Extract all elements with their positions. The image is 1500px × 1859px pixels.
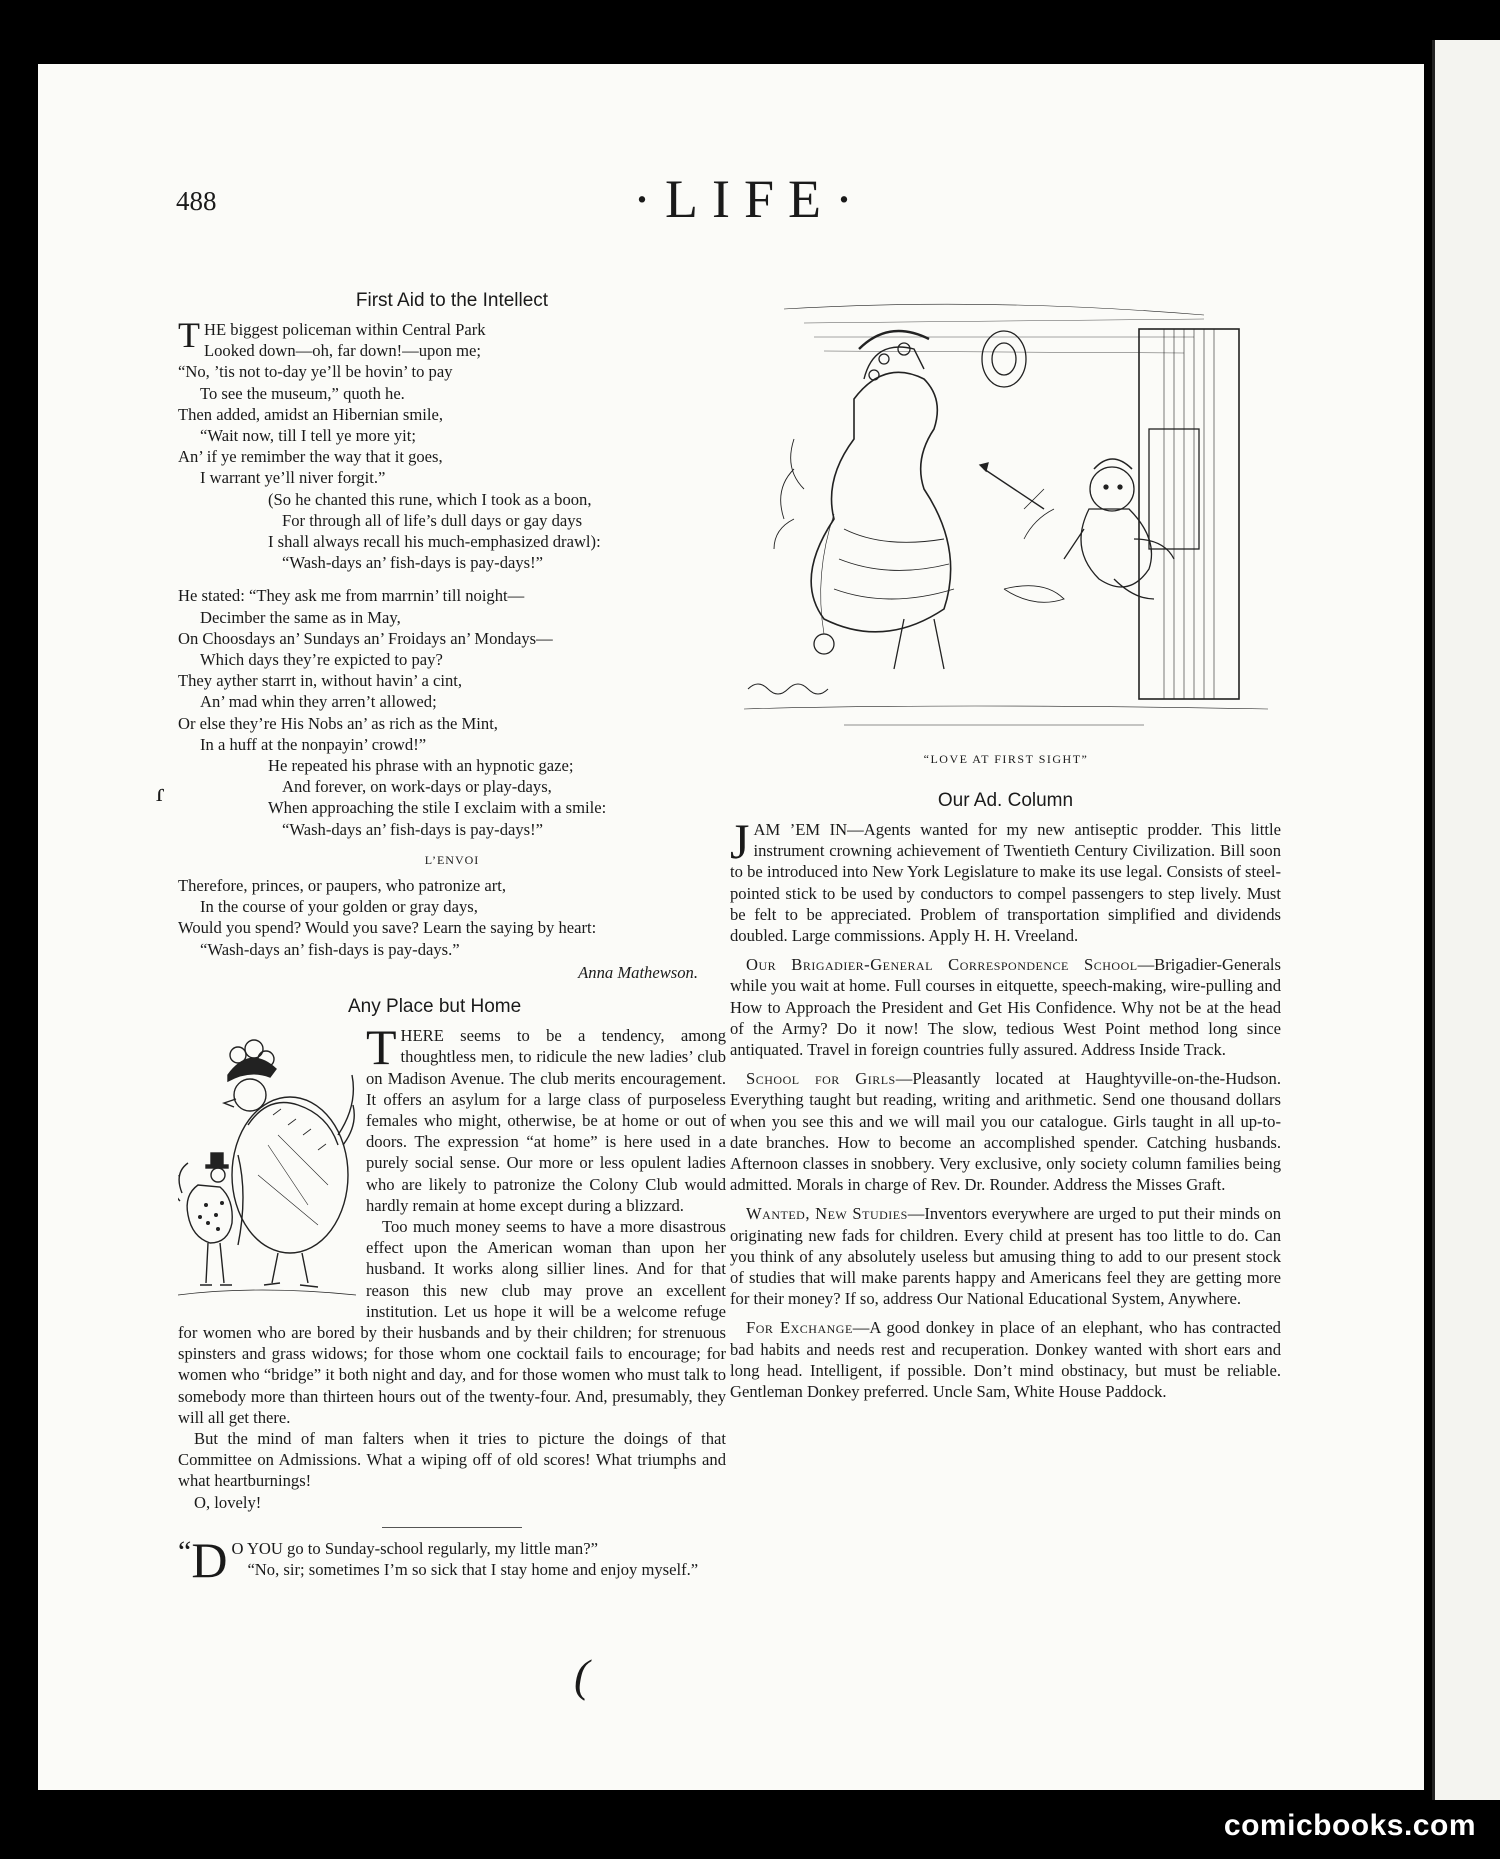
poem-line: “Wash-days an’ fish-days is pay-days!”: [282, 819, 544, 839]
margin-mark: ɾ: [156, 778, 165, 807]
ad-jam-em-in: [730, 813, 1281, 946]
ad-body: —A good donkey in place of an elephant, who has contracted bad habits and needs rest and recuperation. Donkey wanted with short ears and long head. Intelligent, if possible. Don’t mind obstinacy, but must be reliable. Gentleman Donkey preferred. Uncle Sam, White House Paddock.: [730, 1318, 1281, 1402]
ad-heading: Wanted, New Studies: [746, 1204, 908, 1224]
ad-body: —Pleasantly located at Haughtyville-on-the-Hudson. Everything taught but reading, writing and arithmetic. Send one thousand dollars when you see this and we will mail you our catalogue. Girls taught in all up-to-date branches. How to become an accomplished spender. Catching husbands. Afternoon classes in snobbery. Very exclusive, only society column families being admitted. Morals in charge of Rev. Dr. Rounder. Address the Misses Graft.: [730, 1069, 1281, 1195]
ad-new-studies: [730, 1203, 1281, 1309]
poem-line: Looked down—oh, far down!—upon me;: [204, 341, 481, 361]
poem-envoi: [178, 875, 726, 960]
home-paragraph-2: Too much money seems to have a more disastrous effect upon the American woman than upon her husband. It works along sillier lines. And for that reason this new club may prove an excellent institution. Let us hope it will be a welcome refuge for women who are bored by their husbands and by their children; for strenuous spinsters and grass widows; for those whom one cocktail fails to encourage; for women who “bridge” it both night and day, and for those women who must talk to somebody more than thirteen hours out of the twenty-four. And, presumably, they will all get there.: [178, 1216, 726, 1427]
ad-school-for-girls: [730, 1068, 1281, 1195]
ad-body: —Brigadier-Generals while you wait at home. Full courses in eitquette, speech-making, wire-pulling and How to Approach the President and Get His Confidence. Why not be at the head of the Army? Do it now! The slow, tedious West Point method long since antiquated. Travel in foreign countries fully assured. Address Inside Track.: [730, 955, 1281, 1060]
page-number: 488: [176, 186, 217, 216]
poem-line: “Wait now, till I tell ye more yit;: [200, 426, 417, 446]
poem-line: They ayther starrt in, without havin’ a cint,: [178, 671, 463, 691]
poem-title: First Aid to the Intellect: [355, 290, 549, 311]
home-paragraph-1-text: HERE seems to be a tendency, among thoughtless men, to ridicule the new ladies’ club on Madison Avenue. The club merits encouragement. It offers an asylum for a large class of purposeless females who might, otherwise, be at home or out of doors. The expression “at home” is here used in a purely social sense. Our more or less opulent ladies who are likely to patronize the Colony Club would hardly remain at home except during a blizzard.: [366, 1026, 726, 1215]
cartoon-caption: “LOVE AT FIRST SIGHT”: [923, 752, 1089, 766]
poem-line: To see the museum,” quoth he.: [200, 383, 405, 403]
left-column: [178, 289, 726, 1588]
home-article-title: Any Place but Home: [348, 996, 522, 1018]
poem-line: In the course of your golden or gray days,: [200, 897, 478, 917]
home-paragraph-4: O, lovely!: [194, 1492, 262, 1512]
home-dropcap: T: [366, 1019, 397, 1076]
poem-line: An’ if ye remimber the way that it goes,: [178, 447, 443, 467]
envoi-title: L’ENVOI: [424, 852, 480, 867]
poem-line: I shall always recall his much-emphasized drawl):: [268, 532, 601, 552]
ad-jam-em-in-text: AM ’EM IN—Agents wanted for my new antiseptic prodder. This little instrument crowning achievement of Twentieth Century Civilization. Bill soon to be introduced into New York Legislature to make its use legal. Consists of steel-pointed stick to be used by conductors to compel passengers to step lively. Must be felt to be appreciated. Problem of transportation simplified and dividends doubled. Large commissions. Apply H. H. Vreeland.: [730, 820, 1281, 946]
poem-dropcap: T: [178, 315, 200, 355]
joke-open-quote: “: [178, 1534, 192, 1568]
poem-line: Would you spend? Would you save? Learn the saying by heart:: [178, 918, 597, 938]
ad-for-exchange: [730, 1317, 1281, 1402]
poem-line: Therefore, princes, or paupers, who patronize art,: [178, 876, 507, 896]
poem-line: He repeated his phrase with an hypnotic gaze;: [268, 756, 574, 776]
poem-line: Which days they’re expicted to pay?: [200, 650, 443, 670]
adjacent-page-edge: [1432, 40, 1500, 1800]
ad-correspondence-school: [730, 954, 1281, 1060]
poem-stanza-2: [178, 585, 726, 839]
ad-column-title: Our Ad. Column: [937, 790, 1074, 811]
poem-line: And forever, on work-days or play-days,: [282, 777, 552, 797]
ad-dropcap: J: [730, 813, 750, 869]
poem-line: For through all of life’s dull days or gay days: [282, 510, 583, 530]
joke-question-text: O YOU go to Sunday-school regularly, my little man?”: [231, 1538, 598, 1558]
joke-dropcap: D: [191, 1531, 228, 1588]
home-article: [178, 1019, 726, 1588]
poem-line: Or else they’re His Nobs an’ as rich as the Mint,: [178, 713, 498, 733]
poem-line: An’ mad whin they arren’t allowed;: [200, 692, 437, 712]
section-divider: [382, 1527, 522, 1528]
love-at-first-sight-cartoon: [744, 289, 1268, 739]
poem-line: He stated: “They ask me from marrnin’ till noight—: [178, 586, 525, 606]
poem-line: I warrant ye’ll niver forgit.”: [200, 468, 386, 488]
home-paragraph-3: But the mind of man falters when it tries to picture the doings of that Committee on Admissions. What a wiping off of old scores! What triumphs and what heartburnings!: [178, 1428, 726, 1491]
pen-mark: (: [574, 1650, 590, 1701]
poem-line: In a huff at the nonpayin’ crowd!”: [200, 734, 427, 754]
poem-line: “Wash-days an’ fish-days is pay-days!”: [282, 553, 544, 573]
poem: [178, 315, 726, 983]
poem-line: “No, ’tis not to-day ye’ll be hovin’ to pay: [178, 362, 453, 382]
poem-line: Decimber the same as in May,: [200, 607, 401, 627]
poem-line: Then added, amidst an Hibernian smile,: [178, 404, 443, 424]
poem-author: Anna Mathewson.: [578, 962, 698, 982]
ad-column: [730, 789, 1281, 1410]
ad-heading: For Exchange: [746, 1318, 853, 1338]
hen-rooster-illustration: [178, 1025, 358, 1315]
poem-stanza-1: [178, 340, 726, 573]
poem-line: On Choosdays an’ Sundays an’ Froidays an’ Mondays—: [178, 628, 553, 648]
ad-heading: Our Brigadier-General Correspondence School: [746, 955, 1138, 975]
joke-answer: “No, sir; sometimes I’m so sick that I stay home and enjoy myself.”: [247, 1559, 699, 1579]
magazine-page: [38, 64, 1424, 1790]
masthead: ·LIFE·: [633, 169, 867, 229]
poem-first-line-text: HE biggest policeman within Central Park: [204, 320, 486, 339]
site-watermark: comicbooks.com: [1223, 1809, 1476, 1842]
ad-heading: School for Girls: [746, 1069, 896, 1089]
ad-body: —Inventors everywhere are urged to put their minds on originating new fads for children. Every child at present has too little to do. Can you think of any absolutely useless but amusing thing to add to our present stock of studies that will make parents happy and Americans feel they are getting more for their money? If so, address Our National Educational System, Anywhere.: [730, 1204, 1282, 1309]
poem-line: “Wash-days an’ fish-days is pay-days.”: [200, 939, 460, 959]
poem-line: When approaching the stile I exclaim with a smile:: [268, 798, 607, 818]
poem-line: (So he chanted this rune, which I took as a boon,: [268, 489, 592, 509]
